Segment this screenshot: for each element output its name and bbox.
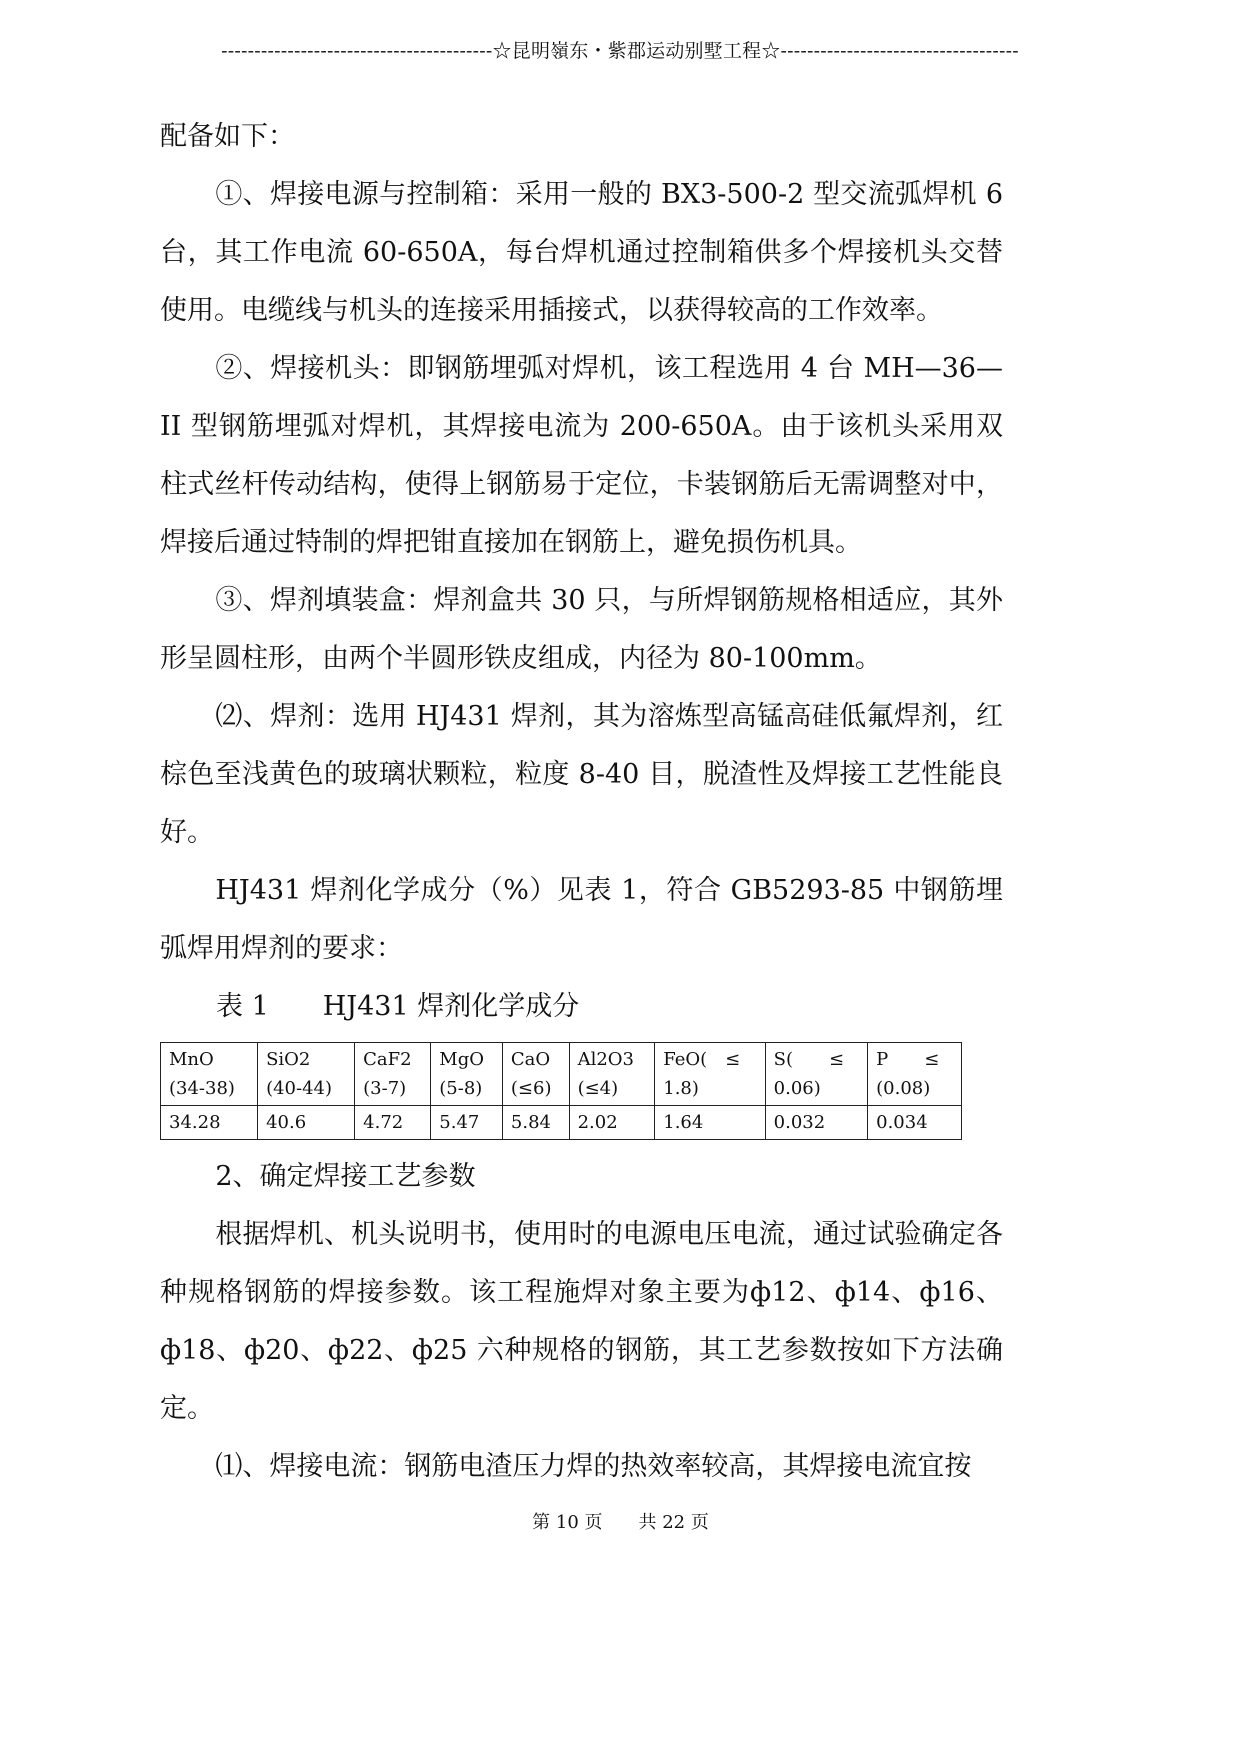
composition-table [160, 1042, 962, 1140]
header-cell-name: CaF2 [363, 1049, 412, 1070]
header-cell-range: (≤4) [577, 1078, 619, 1099]
header-cell-range: 1.8) [663, 1078, 699, 1099]
header-cell-range: (34-38) [169, 1078, 235, 1099]
table-header-cell [258, 1043, 355, 1106]
table-caption: 表 1 HJ431 焊剂化学成分 [216, 991, 580, 1022]
header-cell-name: MgO [439, 1049, 484, 1070]
table-value-cell: 5.47 [431, 1106, 503, 1140]
paragraph-flux-composition: HJ431 焊剂化学成分（%）见表 1，符合 GB5293-85 中钢筋埋弧焊用焊剂的要求： [160, 875, 1003, 964]
table-value-cell: 1.64 [655, 1106, 765, 1140]
running-header: -----------------------------------------☆昆明嶺东・紫郡运动别墅工程☆------------------------------------ [221, 40, 1019, 62]
paragraph-intro: 配备如下： [160, 121, 295, 152]
table-header-cell [868, 1043, 962, 1106]
paragraph-flux: ⑵、焊剂：选用 HJ431 焊剂，其为溶炼型高锰高硅低氟焊剂，红棕色至浅黄色的玻璃状颗粒，粒度 8-40 目，脱渣性及焊接工艺性能良好。 [160, 701, 1003, 848]
header-cell-name: SiO2 [266, 1049, 311, 1070]
table-header-row [161, 1043, 962, 1106]
paragraph-welding-head: ②、焊接机头：即钢筋埋弧对焊机，该工程选用 4 台 MH—36—II 型钢筋埋弧对焊机，其焊接电流为 200-650A。由于该机头采用双柱式丝杆传动结构，使得上钢筋易于定位，卡装钢筋后无需调整对中，焊接后通过特制的焊把钳直接加在钢筋上，避免损伤机具。 [160, 353, 1003, 558]
table-header-cell [765, 1043, 867, 1106]
header-cell-name: MnO [169, 1049, 214, 1070]
page-total: 共 22 页 [638, 1512, 709, 1533]
document-body [160, 108, 1003, 1496]
header-cell-name: Al2O3 [577, 1049, 634, 1070]
table-value-cell: 40.6 [258, 1106, 355, 1140]
header-cell-range: 0.06) [773, 1078, 821, 1099]
page-number: 第 10 页 [532, 1512, 603, 1533]
table-value-cell: 4.72 [355, 1106, 431, 1140]
paragraph-parameters: 根据焊机、机头说明书，使用时的电源电压电流，通过试验确定各种规格钢筋的焊接参数。该工程施焊对象主要为ф12、ф14、ф16、ф18、ф20、ф22、ф25 六种规格的钢筋，其工艺参数按如下方法确定。 [160, 1219, 1003, 1424]
table-header-cell [161, 1043, 258, 1106]
paragraph-power-source: ①、焊接电源与控制箱：采用一般的 BX3-500-2 型交流弧焊机 6 台，其工作电流 60-650A，每台焊机通过控制箱供多个焊接机头交替使用。电缆线与机头的连接采用插接式，以获得较高的工作效率。 [160, 179, 1003, 326]
table-value-cell: 5.84 [502, 1106, 569, 1140]
table-header-cell [569, 1043, 655, 1106]
table-header-cell [355, 1043, 431, 1106]
table-value-cell: 34.28 [161, 1106, 258, 1140]
paragraph-welding-current: ⑴、焊接电流：钢筋电渣压力焊的热效率较高，其焊接电流宜按 [215, 1451, 972, 1482]
table-value-row [161, 1106, 962, 1140]
header-cell-range: (≤6) [510, 1078, 552, 1099]
header-cell-name: S( ≤ [773, 1049, 845, 1070]
table-header-cell [655, 1043, 765, 1106]
table-value-cell: 0.032 [765, 1106, 867, 1140]
footer-gap [603, 1512, 639, 1533]
header-cell-name: FeO( ≤ [663, 1049, 741, 1070]
table-header-cell [431, 1043, 503, 1106]
table-value-cell: 2.02 [569, 1106, 655, 1140]
section-heading: 2、确定焊接工艺参数 [215, 1161, 476, 1192]
table-header-cell [502, 1043, 569, 1106]
header-cell-name: CaO [510, 1049, 551, 1070]
header-cell-range: (0.08) [876, 1078, 931, 1099]
header-cell-range: (3-7) [363, 1078, 407, 1099]
table-value-cell: 0.034 [868, 1106, 962, 1140]
page-footer [0, 1508, 1241, 1534]
header-cell-range: (40-44) [266, 1078, 333, 1099]
paragraph-flux-box: ③、焊剂填装盒：焊剂盒共 30 只，与所焊钢筋规格相适应，其外形呈圆柱形，由两个半圆形铁皮组成，内径为 80-100mm。 [160, 585, 1003, 674]
header-cell-name: P ≤ [876, 1049, 940, 1070]
header-cell-range: (5-8) [439, 1078, 483, 1099]
